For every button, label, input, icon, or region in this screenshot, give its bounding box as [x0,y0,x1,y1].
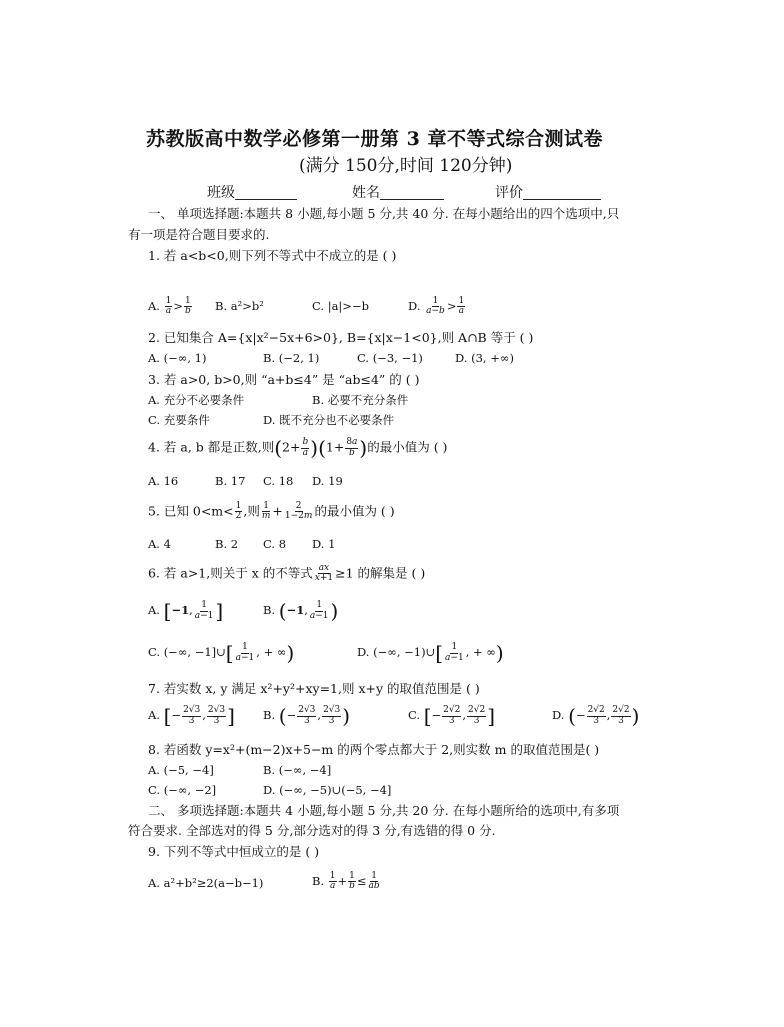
q5-stem: 5. 已知 0<m< $\frac{1}{2}$ ,则 $\frac{1}{m}$ + $\frac{2}{1-2m}$ 的最小值为 ( ) [148,501,395,522]
q6-option-a: A. [−1, $\frac{1}{a-1}$ ] [148,599,224,623]
q1-option-c: C. |a|>−b [312,299,369,313]
exam-subtitle: (满分 150分,时间 120分钟) [299,156,513,176]
q1-d-frac2: $\frac{1}{a}$ [458,296,465,317]
q6-d-bracket-open: [ [435,641,444,665]
q6-a-bracket-open: [ [163,599,172,623]
q2-option-a: A. (−∞, 1) [148,351,207,365]
q7-a-frac1: $\frac{2√3}{3}$ [183,705,201,726]
q4-option-a: A. 16 [148,474,179,488]
q6-option-b: B. (−1, $\frac{1}{a-1}$ ) [263,599,339,623]
section1-heading-2: 有一项是符合题目要求的. [128,227,270,242]
q6-d-paren-close: ) [495,641,504,665]
score-label: 评价 [495,185,523,201]
q6-a-frac: $\frac{1}{a-1}$ [194,600,214,621]
q7-d-label: D. [552,708,565,722]
q7-b-label: B. [263,708,276,722]
name-field [352,186,444,200]
q6-c-label: C. (−∞, −1]∪ [148,645,226,659]
q5-suffix: 的最小值为 ( ) [314,503,395,519]
q3-option-d: D. 既不充分也不必要条件 [263,413,395,427]
q6-b-paren-close: ) [330,599,339,623]
q1-stem: 1. 若 a<b<0,则下列不等式中不成立的是 ( ) [148,248,397,263]
score-blank [523,187,601,200]
q1-d-frac1: $\frac{1}{a-b}$ [426,296,445,317]
q6-option-d: D. (−∞, −1)∪[ $\frac{1}{a-1}$ , + ∞) [357,641,504,665]
q7-c-frac2: $\frac{2√2}{3}$ [468,705,486,726]
q8-option-c: C. (−∞, −2] [148,783,217,797]
q7-b-frac1: $\frac{2√3}{3}$ [298,705,316,726]
q6-b-label: B. [263,603,276,617]
q5-option-d: D. 1 [312,537,336,551]
q6-option-c: C. (−∞, −1]∪[ $\frac{1}{a-1}$ , + ∞) [148,641,295,665]
q2-option-c: C. (−3, −1) [357,351,423,365]
q5-frac-1-m: $\frac{1}{m}$ [261,501,271,522]
q8-stem: 8. 若函数 y=x²+(m−2)x+5−m 的两个零点都大于 2,则实数 m 的取值范围是( ) [148,742,600,757]
q9-b-frac3: $\frac{1}{ab}$ [368,871,380,892]
q7-a-bracket-open: [ [163,704,172,728]
q3-option-b: B. 必要不充分条件 [312,393,409,407]
q5-option-b: B. 2 [215,537,239,551]
q9-stem: 9. 下列不等式中恒成立的是 ( ) [148,844,320,859]
q9-option-b: B. $\frac{1}{a}$ + $\frac{1}{b}$ ≤ $\frac{1}{ab}$ [312,871,380,892]
q7-option-a: A. [− $\frac{2√3}{3}$ , $\frac{2√3}{3}$ ] [148,704,235,728]
q9-b-label: B. [312,873,325,888]
q1-d-label: D. [408,298,421,313]
q7-b-frac2: $\frac{2√3}{3}$ [323,705,341,726]
q6-c-frac: $\frac{1}{a-1}$ [235,642,255,663]
score-field [495,186,601,200]
q4-option-b: B. 17 [215,474,246,488]
q5-mid: ,则 [243,503,260,519]
q9-option-a: A. a²+b²≥2(a−b−1) [148,876,264,890]
q8-option-d: D. (−∞, −5)∪(−5, −4] [263,783,392,797]
class-field [207,186,297,200]
q7-a-label: A. [148,708,160,722]
q1-option-d: D. $\frac{1}{a-b}$ > $\frac{1}{a}$ [408,296,465,317]
q6-a-label: A. [148,603,160,617]
q6-d-label: D. (−∞, −1)∪ [357,645,436,659]
q4-suffix: 的最小值为 ( ) [367,439,448,455]
q7-stem: 7. 若实数 x, y 满足 x²+y²+xy=1,则 x+y 的取值范围是 ( ) [148,681,480,696]
q7-option-b: B. (− $\frac{2√3}{3}$ , $\frac{2√3}{3}$ ) [263,704,351,728]
q1-option-b: B. a²>b² [215,299,264,313]
q9-b-frac2: $\frac{1}{b}$ [349,871,355,892]
section2-heading-2: 符合要求. 全部选对的得 5 分,部分选对的得 3 分,有选错的得 0 分. [128,823,496,838]
q5-prefix: 5. 已知 0<m< [148,503,234,519]
q1-a-frac1: $\frac{1}{a}$ [165,296,172,317]
name-label: 姓名 [352,185,380,201]
q1-a-label: A. [148,298,160,313]
exam-title: 苏教版高中数学必修第一册第 3 章不等式综合测试卷 [146,128,603,150]
q3-stem: 3. 若 a>0, b>0,则 “a+b≤4” 是 “ab≤4” 的 ( ) [148,372,420,387]
q7-d-frac2: $\frac{2√2}{3}$ [612,705,630,726]
q5-frac-half: $\frac{1}{2}$ [235,501,242,522]
q7-b-paren-open: ( [278,704,287,728]
q6-prefix: 6. 若 a>1,则关于 x 的不等式 [148,565,313,581]
q4-paren-close-2: ) [359,436,368,460]
q4-option-c: C. 18 [263,474,294,488]
q6-frac-ax: $\frac{ax}{x+1}$ [314,563,334,584]
name-blank [380,187,444,200]
q6-c-bracket-open: [ [225,641,234,665]
q3-option-c: C. 充要条件 [148,413,210,427]
q8-option-b: B. (−∞, −4] [263,763,332,777]
q6-c-paren-close: ) [286,641,295,665]
q7-d-frac1: $\frac{2√2}{3}$ [587,705,605,726]
q4-frac-b-a: $\frac{b}{a}$ [302,437,309,458]
q7-option-c: C. [− $\frac{2√2}{3}$ , $\frac{2√2}{3}$ ] [408,704,495,728]
q5-option-a: A. 4 [148,537,171,551]
q6-d-frac: $\frac{1}{a-1}$ [445,642,464,663]
q1-a-frac2: $\frac{1}{b}$ [185,296,191,317]
q6-suffix: ≥1 的解集是 ( ) [335,565,426,581]
q8-option-a: A. (−5, −4] [148,763,214,777]
q7-c-frac1: $\frac{2√2}{3}$ [443,705,461,726]
q6-stem [148,564,425,584]
class-blank [235,187,297,200]
q7-b-paren-close: ) [342,704,351,728]
q6-a-bracket-close: ] [215,599,224,623]
q4-paren-open-2: ( [318,436,326,460]
q2-option-b: B. (−2, 1) [263,351,320,365]
class-label: 班级 [207,185,235,201]
q4-paren-close-1: ) [310,436,319,460]
q7-c-bracket-open: [ [423,704,432,728]
q4-prefix: 4. 若 a, b 都是正数,则 [148,439,275,455]
q7-d-paren-open: ( [568,704,576,728]
q4-stem: 4. 若 a, b 都是正数,则(2+ $\frac{b}{a}$ )(1+ $\frac{8a}{b}$ )的最小值为 ( ) [148,436,448,460]
q9-b-frac1: $\frac{1}{a}$ [329,871,336,892]
q2-stem: 2. 已知集合 A={x|x²−5x+6>0}, B={x|x−1<0},则 A∩B 等于 ( ) [148,330,534,345]
q1-option-a: A. $\frac{1}{a}$ > $\frac{1}{b}$ [148,296,191,317]
q4-option-d: D. 19 [312,474,343,488]
q7-a-bracket-close: ] [227,704,235,728]
q7-c-label: C. [408,708,421,722]
section2-heading-1: 二、 多项选择题:本题共 4 小题,每小题 5 分,共 20 分. 在每小题所给的选项中,有多项 [148,803,620,818]
q7-c-bracket-close: ] [487,704,495,728]
q5-frac-2: $\frac{2}{1-2m}$ [284,501,313,522]
q7-a-frac2: $\frac{2√3}{3}$ [207,705,226,726]
q5-option-c: C. 8 [263,537,287,551]
q3-option-a: A. 充分不必要条件 [148,393,245,407]
q2-option-d: D. (3, +∞) [455,351,514,365]
q7-d-paren-close: ) [631,704,640,728]
q6-b-paren-open: ( [278,599,287,623]
section1-heading-1: 一、 单项选择题:本题共 8 小题,每小题 5 分,共 40 分. 在每小题给出的四个选项中,只 [148,206,620,221]
q7-option-d: D. (− $\frac{2√2}{3}$ , $\frac{2√2}{3}$ ) [552,704,640,728]
q6-b-frac: $\frac{1}{a-1}$ [309,600,329,621]
q4-frac-8a-b: $\frac{8a}{b}$ [346,437,358,458]
q4-paren-open-1: ( [274,436,283,460]
